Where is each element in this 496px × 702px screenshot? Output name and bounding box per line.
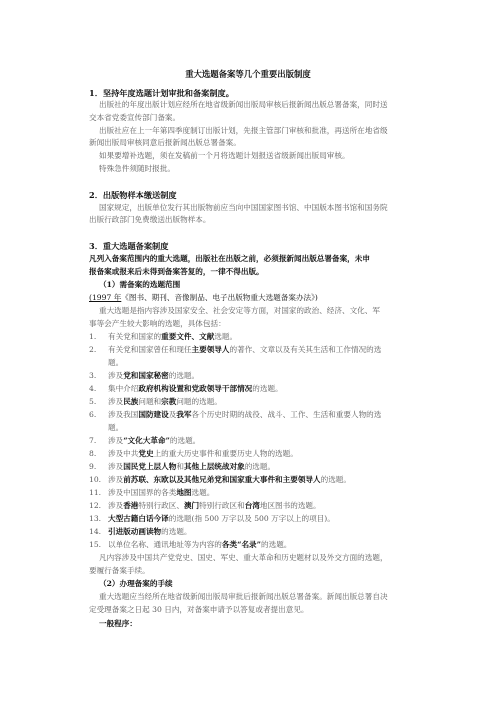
- paragraph-line: 重大选题应当经所在地省级新闻出版局审批后报新闻出版总署备案。新闻出版总署自决: [99, 592, 388, 601]
- subheading-scope: （1）需备案的选题范围: [99, 280, 181, 289]
- page-title: 重大选题备案等几个重要出版制度: [185, 69, 311, 79]
- document-page: 重大选题备案等几个重要出版制度 1．坚持年度选题计划审批和备案制度。 出版社的年度出版计划应经所在地省级新闻出版局审核后报新闻出版总署备案，同时送 交本省党委宣传部门备案。 出版社应在上一年第四季度制订出版计划，先报主管部门审核和批准，再送所在地省级 新闻出版局审核同意后报新闻出版总署备案。 如果要增补选题，须在发稿前一个月将选题计划报送省级新闻出版局审核。 特殊急件须随时报批。 2．出版物样本缴送制度 国家规定，出版单位发行其出版物前应当向中国国家图书馆、中国版本图书馆和国务院 出版行政部门免费缴送出版物样本。 3．重大选题备案制度 凡列入备案范围内的重大选题，出版社在出版之前，必须报新闻出版总署备案，未申 报备案或报来后未得到备案答复的，一律不得出版。 （1）需备案的选题范围 (1997 年《图书、期刊、音像制品、电子出版物重大选题备案办法》) 重大选题是指内容涉及国家安全、社会安定等方面，对国家的政治、经济、文化、军 事等会产生较大影响的选题，具体包括： 1. 有关党和国家的重要文件、文献选题。 2. 有关党和国家曾任和现任主要领导人的著作、文章以及有关其生活和工作情况的选 题。 3. 涉及党和国家秘密的选题。 4. 集中介绍政府机构设置和党政领导干部情况的选题。 5. 涉及民族问题和宗教问题的选题。 6. 涉及我国国防建设及我军各个历史时期的战役、战斗、工作、生活和重要人物的选 题。 7. 涉及“文化大革命”的选题。 8. 涉及中共党史上的重大历史事件和重要历史人物的选题。 9. 涉及国民党上层人物和其他上层统战对象的选题。 10. 涉及前苏联、东欧以及其他兄弟党和国家重大事件和主要领导人的选题。 11. 涉及中国国界的各类地图选题。 12. 涉及香港特别行政区、澳门特别行政区和台湾地区图书的选题。 13. 大型古籍白话今译的选题(指 500 万字以及 500 万字以上的项目)。 14. 引进版动画读物的选题。 15. 以单位名称、通讯地址等为内容的各类“名录”的选题。 凡内容涉及中国共产党党史、国史、军史、重大革命和历史题材以及外交方面的选题， 要履行备案手续。 （2）办理备案的手续 重大选题应当经所在地省级新闻出版局审批后报新闻出版总署备案。新闻出版总署自决 定受理备案之日起 30 日内，对备案申请予以答复或者提出意见。 一般程序：: [0, 0, 496, 702]
- section-2-heading: 2．出版物样本缴送制度: [89, 190, 177, 200]
- paragraph-line: 定受理备案之日起 30 日内，对备案申请予以答复或者提出意见。: [89, 605, 309, 614]
- paragraph-line: 如果要增补选题，须在发稿前一个月将选题计划报送省级新闻出版局审核。: [99, 151, 350, 160]
- paragraph-line: 新闻出版局审核同意后报新闻出版总署备案。: [89, 138, 241, 147]
- paragraph-line: 出版行政部门免费缴送出版物样本。: [89, 215, 211, 224]
- bold-notice-line: 凡列入备案范围内的重大选题，出版社在出版之前，必须报新闻出版总署备案，未申: [89, 254, 370, 263]
- regulation-year: (1997 年: [89, 293, 122, 302]
- paragraph-line: 出版社的年度出版计划应经所在地省级新闻出版局审核后报新闻出版总署备案，同时送: [99, 100, 388, 109]
- regulation-reference: [89, 292, 409, 305]
- paragraph-line: 重大选题是指内容涉及国家安全、社会安定等方面，对国家的政治、经济、文化、军: [99, 306, 380, 315]
- paragraph-line: 事等会产生较大影响的选题，具体包括：: [89, 319, 226, 328]
- general-procedure-label: 一般程序：: [99, 619, 137, 628]
- regulation-name: 《图书、期刊、音像制品、电子出版物重大选题备案办法》): [121, 293, 318, 302]
- paragraph-line: 交本省党委宣传部门备案。: [89, 113, 181, 122]
- subheading-procedure: （2）办理备案的手续: [99, 579, 173, 588]
- section-1-heading: 1．坚持年度选题计划审批和备案制度。: [89, 88, 234, 98]
- bold-notice-line: 报备案或报来后未得到备案答复的，一律不得出版。: [89, 267, 264, 276]
- paragraph-line: 凡内容涉及中国共产党党史、国史、军史、重大革命和历史题材以及外交方面的选题，: [99, 553, 388, 562]
- paragraph-line: 要履行备案手续。: [89, 566, 150, 575]
- paragraph-line: 国家规定，出版单位发行其出版物前应当向中国国家图书馆、中国版本图书馆和国务院: [99, 203, 388, 212]
- section-3-heading: 3．重大选题备案制度: [89, 241, 169, 251]
- paragraph-line: 出版社应在上一年第四季度制订出版计划，先报主管部门审核和批准，再送所在地省级: [99, 126, 388, 135]
- paragraph-line: 特殊急件须随时报批。: [99, 164, 175, 173]
